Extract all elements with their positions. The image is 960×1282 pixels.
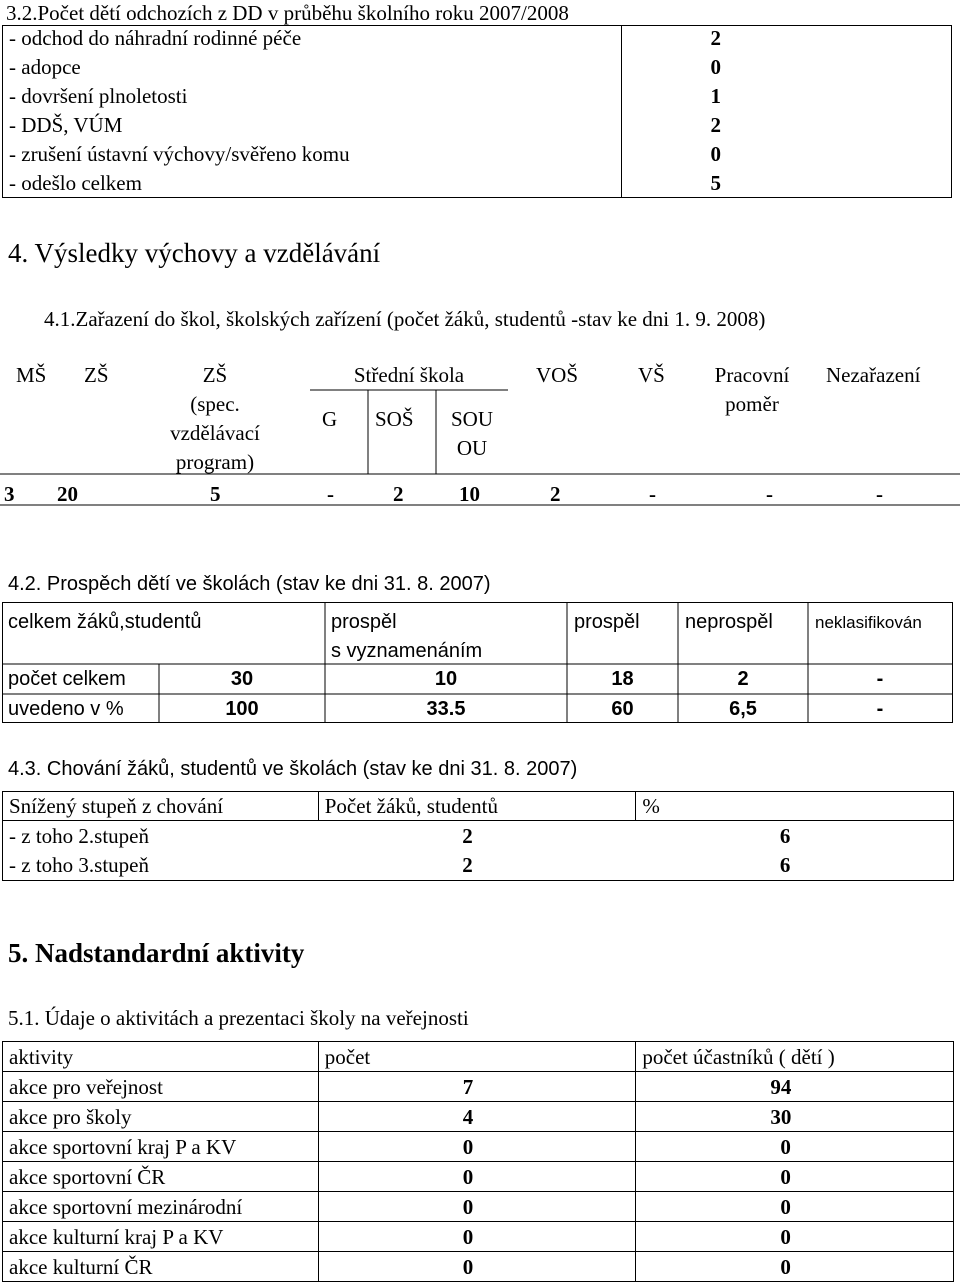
- table-row: akce sportovní mezinárodní 0 0: [3, 1192, 954, 1222]
- table-row: - dovršení plnoletosti 1: [3, 80, 952, 109]
- cell: 60: [611, 698, 634, 720]
- section-4-2-title: 4.2. Prospěch dětí ve školách (stav ke dni 31. 8. 2007): [8, 573, 491, 595]
- col-zs-spec: ZŠ (spec. vzdělávací program): [170, 363, 260, 474]
- row-label: počet celkem: [8, 668, 126, 690]
- cell: 6,5: [729, 698, 757, 720]
- col-vos: VOŠ: [536, 363, 579, 387]
- col-neprospel: neprospěl: [685, 611, 773, 633]
- cell: 10: [434, 668, 458, 690]
- results-table: [2, 602, 954, 724]
- departures-table: [2, 25, 952, 198]
- table-row: akce sportovní ČR 0 0: [3, 1162, 954, 1192]
- val-vos: 2: [550, 482, 561, 506]
- val-zs: 20: [57, 482, 78, 506]
- table-row: - zrušení ústavní výchovy/svěřeno komu 0: [3, 138, 952, 167]
- val-pracovni: -: [766, 482, 773, 506]
- table-row: - DDŠ, VÚM 2: [3, 109, 952, 138]
- section-4-3-title: 4.3. Chování žáků, studentů ve školách (stav ke dni 31. 8. 2007): [8, 758, 578, 780]
- table-row: - odchod do náhradní rodinné péče 2: [3, 26, 952, 52]
- row-label: uvedeno v %: [8, 698, 124, 720]
- col-prospel: prospěl: [574, 611, 640, 633]
- val-zs-spec: 5: [210, 482, 221, 506]
- table-row: akce sportovní kraj P a KV 0 0: [3, 1132, 954, 1162]
- cell: 18: [611, 668, 634, 690]
- val-g: -: [327, 482, 334, 506]
- section-5-title: 5. Nadstandardní aktivity: [8, 938, 305, 968]
- section-4-title: 4. Výsledky výchovy a vzdělávání: [8, 238, 381, 268]
- col-vs: VŠ: [638, 363, 665, 387]
- table-row: - z toho 3.stupeň 2 6: [3, 850, 954, 881]
- table-row: - z toho 2.stupeň 2 6: [3, 821, 954, 851]
- placement-table: [0, 358, 960, 508]
- table-row: - odešlo celkem 5: [3, 167, 952, 198]
- val-ms: 3: [4, 482, 15, 506]
- cell: 33.5: [426, 698, 466, 720]
- col-g: G: [322, 407, 338, 431]
- cell: -: [876, 698, 884, 720]
- section-4-1-title: 4.1.Zařazení do škol, školských zařízení (počet žáků, studentů -stav ke dni 1. 9. 2008): [44, 307, 766, 331]
- table-row: akce pro veřejnost 7 94: [3, 1072, 954, 1102]
- col-celkem: celkem žáků,studentů: [8, 611, 202, 633]
- table-row: akce kulturní kraj P a KV 0 0: [3, 1222, 954, 1252]
- val-vs: -: [649, 482, 656, 506]
- col-sou-ou: SOU OU: [450, 407, 493, 460]
- col-pracovni-pomer: Pracovní poměr: [714, 363, 790, 416]
- table-row: akce kulturní ČR 0 0: [3, 1252, 954, 1282]
- section-3-2-title: 3.2.Počet dětí odchozích z DD v průběhu školního roku 2007/2008: [6, 1, 569, 25]
- val-nezarazeni: -: [876, 482, 883, 506]
- activities-table: [2, 1041, 954, 1282]
- col-prospel-vyz: prospěl s vyznamenáním: [331, 611, 483, 662]
- section-5-1-title: 5.1. Údaje o aktivitách a prezentaci školy na veřejnosti: [8, 1006, 469, 1030]
- val-sou: 10: [459, 482, 480, 506]
- cell: 30: [230, 668, 254, 690]
- col-sos: SOŠ: [375, 407, 414, 431]
- col-ms: MŠ: [16, 363, 47, 387]
- table-row: Snížený stupeň z chování Počet žáků, studentů %: [3, 792, 954, 821]
- cell: 100: [225, 698, 259, 720]
- table-row: - adopce 0: [3, 51, 952, 80]
- col-nezarazeni: Nezařazení: [826, 363, 921, 387]
- table-row: aktivity počet počet účastníků ( dětí ): [3, 1042, 954, 1072]
- col-zs: ZŠ: [84, 363, 109, 387]
- table-row: akce pro školy 4 30: [3, 1102, 954, 1132]
- col-stredni-skola: Střední škola: [353, 363, 465, 387]
- behaviour-table: [2, 791, 954, 881]
- col-neklasifikovan: neklasifikován: [815, 613, 922, 632]
- cell: 2: [737, 668, 749, 690]
- val-sos: 2: [393, 482, 404, 506]
- cell: -: [876, 668, 884, 690]
